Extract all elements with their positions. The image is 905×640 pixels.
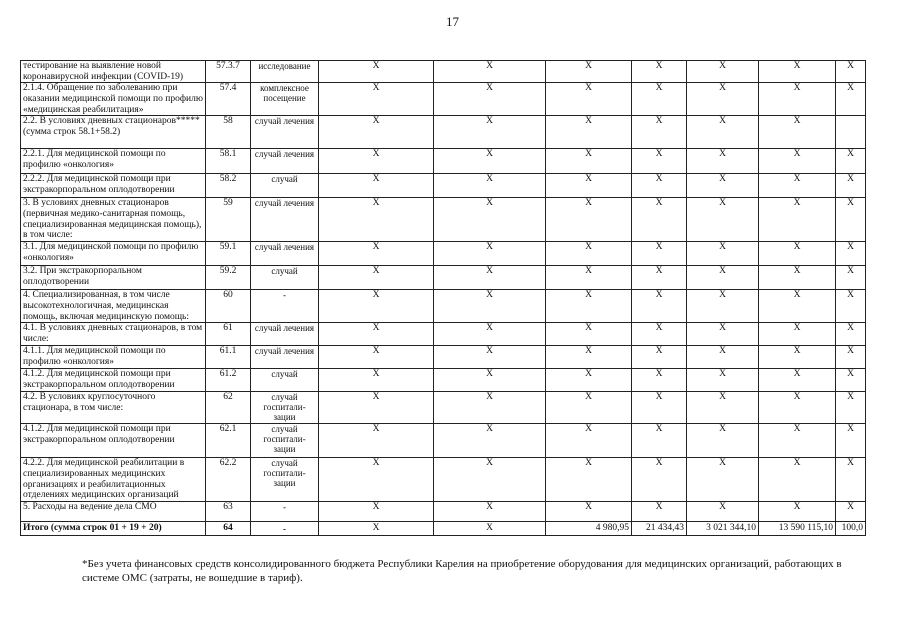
total-value: 3 021 344,10 [687,522,759,536]
row-value: X [632,369,687,392]
row-value: X [687,83,759,116]
row-unit: случай лечения [251,242,319,266]
row-name: 4.1.2. Для медицинской помощи при экстракорпоральном оплодотворении [21,424,206,458]
row-value: X [434,392,546,424]
row-value: X [319,424,434,458]
row-value: X [546,458,632,502]
total-name: Итого (сумма строк 01 + 19 + 20) [21,522,206,536]
row-value: X [319,502,434,522]
row-value: X [759,149,836,174]
row-value: X [687,61,759,83]
row-value: X [632,458,687,502]
row-value: X [319,346,434,369]
row-value: X [434,369,546,392]
total-last-value: 100,0 [836,522,866,536]
row-last-value: X [836,458,866,502]
row-code: 63 [206,502,251,522]
row-value: X [546,369,632,392]
total-value: X [434,522,546,536]
table-row [21,458,866,502]
row-value: X [319,392,434,424]
row-value: X [319,323,434,346]
row-code: 59.1 [206,242,251,266]
row-value: X [319,242,434,266]
table-row [21,242,866,266]
row-value: X [546,242,632,266]
table-row [21,424,866,458]
total-value: X [319,522,434,536]
row-value: X [319,290,434,323]
row-value: X [687,424,759,458]
row-value: X [687,290,759,323]
row-value: X [319,116,434,149]
row-last-value: X [836,392,866,424]
row-value: X [319,458,434,502]
row-code: 58.1 [206,149,251,174]
row-value: X [687,116,759,149]
row-unit: случай [251,266,319,290]
row-last-value: X [836,266,866,290]
row-value: X [434,83,546,116]
row-value: X [632,323,687,346]
row-value: X [759,458,836,502]
row-name: тестирование на выявление новой коронавирусной инфекции (COVID-19) [21,61,206,83]
row-value: X [632,424,687,458]
row-unit: случай лечения [251,198,319,242]
row-value: X [434,458,546,502]
row-value: X [434,266,546,290]
row-code: 58.2 [206,174,251,198]
row-value: X [434,323,546,346]
row-code: 59 [206,198,251,242]
total-code: 64 [206,522,251,536]
page-number: 17 [446,14,459,29]
table-row [21,266,866,290]
row-unit: комплексное посещение [251,83,319,116]
row-value: X [546,266,632,290]
row-value: X [546,502,632,522]
table-row [21,61,866,83]
row-unit: исследование [251,61,319,83]
row-value: X [759,83,836,116]
row-value: X [759,369,836,392]
row-name: 5. Расходы на ведение дела СМО [21,502,206,522]
row-value: X [759,174,836,198]
row-last-value: X [836,502,866,522]
row-value: X [632,116,687,149]
row-unit: - [251,502,319,522]
row-value: X [546,174,632,198]
total-value: 4 980,95 [546,522,632,536]
row-unit: случай лечения [251,323,319,346]
row-unit: - [251,290,319,323]
total-value: 21 434,43 [632,522,687,536]
row-name: 4.2.2. Для медицинской реабилитации в специализированных медицинских организациях и реабилитационных отделениях медицинских организаций [21,458,206,502]
row-value: X [319,149,434,174]
row-value: X [759,323,836,346]
row-value: X [687,502,759,522]
row-code: 57.4 [206,83,251,116]
row-last-value: X [836,198,866,242]
row-value: X [319,61,434,83]
row-code: 62.2 [206,458,251,502]
row-value: X [759,392,836,424]
row-code: 59.2 [206,266,251,290]
row-name: 2.2.2. Для медицинской помощи при экстракорпоральном оплодотворении [21,174,206,198]
row-value: X [434,242,546,266]
row-value: X [632,242,687,266]
row-value: X [687,266,759,290]
row-unit: случай [251,369,319,392]
row-name: 4. Специализированная, в том числе высокотехнологичная, медицинская помощь, включая медицинскую помощь: [21,290,206,323]
row-value: X [546,149,632,174]
row-value: X [434,198,546,242]
table-row [21,502,866,522]
row-unit: случай лечения [251,116,319,149]
row-value: X [759,198,836,242]
row-value: X [546,290,632,323]
row-value: X [632,266,687,290]
table-row [21,149,866,174]
row-value: X [759,242,836,266]
row-value: X [687,346,759,369]
row-value: X [687,174,759,198]
row-unit: случай госпитали-зации [251,392,319,424]
total-value: 13 590 115,10 [759,522,836,536]
row-value: X [687,458,759,502]
table-row [21,198,866,242]
table-row [21,346,866,369]
row-unit: случай [251,174,319,198]
row-unit: случай госпитали-зации [251,458,319,502]
row-value: X [319,83,434,116]
row-value: X [546,83,632,116]
table-row [21,369,866,392]
row-last-value: X [836,369,866,392]
row-value: X [687,149,759,174]
row-value: X [632,198,687,242]
row-value: X [434,346,546,369]
row-value: X [687,369,759,392]
row-code: 61.2 [206,369,251,392]
row-value: X [759,346,836,369]
row-value: X [546,116,632,149]
row-unit: случай госпитали-зации [251,424,319,458]
row-value: X [759,61,836,83]
row-value: X [687,392,759,424]
row-name: 2.2. В условиях дневных стационаров***** (сумма строк 58.1+58.2) [21,116,206,149]
row-name: 3.2. При экстракорпоральном оплодотворении [21,266,206,290]
row-value: X [319,174,434,198]
row-name: 4.2. В условиях круглосуточного стационара, в том числе: [21,392,206,424]
row-value: X [687,242,759,266]
row-code: 58 [206,116,251,149]
row-value: X [434,116,546,149]
row-value: X [546,346,632,369]
row-name: 4.1. В условиях дневных стационаров, в том числе: [21,323,206,346]
row-value: X [632,290,687,323]
row-value: X [319,266,434,290]
row-name: 4.1.2. Для медицинской помощи при экстракорпоральном оплодотворении [21,369,206,392]
total-unit: - [251,522,319,536]
row-code: 57.3.7 [206,61,251,83]
row-last-value: X [836,424,866,458]
row-code: 62.1 [206,424,251,458]
row-value: X [759,424,836,458]
row-value: X [632,61,687,83]
row-value: X [759,116,836,149]
row-value: X [687,198,759,242]
row-name: 4.1.1. Для медицинской помощи по профилю «онкология» [21,346,206,369]
row-name: 2.2.1. Для медицинской помощи по профилю «онкология» [21,149,206,174]
row-code: 62 [206,392,251,424]
row-value: X [434,61,546,83]
row-value: X [632,346,687,369]
row-last-value: X [836,174,866,198]
row-value: X [434,290,546,323]
row-last-value: X [836,323,866,346]
row-value: X [632,83,687,116]
row-value: X [759,502,836,522]
row-value: X [546,198,632,242]
row-code: 61.1 [206,346,251,369]
table-row [21,392,866,424]
row-last-value: X [836,149,866,174]
table-row [21,116,866,149]
row-value: X [632,149,687,174]
row-value: X [632,502,687,522]
row-last-value: X [836,61,866,83]
row-unit: случай лечения [251,149,319,174]
row-value: X [687,323,759,346]
row-name: 3. В условиях дневных стационаров (первичная медико-санитарная помощь, специализированная медицинская помощь), в том числе: [21,198,206,242]
row-last-value: X [836,346,866,369]
row-last-value: X [836,242,866,266]
footnote: *Без учета финансовых средств консолидированного бюджета Республики Карелия на приобретение оборудования для медицинских организаций, работающих в системе ОМС (затраты, не вошедшие в тариф). [82,558,842,584]
row-value: X [434,174,546,198]
table-row [21,323,866,346]
table-row [21,290,866,323]
row-last-value [836,116,866,149]
program-table [20,60,866,536]
row-value: X [546,424,632,458]
row-value: X [434,149,546,174]
row-value: X [546,323,632,346]
row-value: X [632,392,687,424]
row-value: X [319,198,434,242]
row-name: 3.1. Для медицинской помощи по профилю «онкология» [21,242,206,266]
row-code: 60 [206,290,251,323]
row-value: X [319,369,434,392]
row-value: X [434,502,546,522]
row-code: 61 [206,323,251,346]
row-last-value: X [836,83,866,116]
row-value: X [632,174,687,198]
row-value: X [759,266,836,290]
table-row [21,83,866,116]
row-value: X [546,392,632,424]
row-value: X [546,61,632,83]
row-unit: случай лечения [251,346,319,369]
total-row [21,522,866,536]
row-value: X [434,424,546,458]
row-last-value: X [836,290,866,323]
row-name: 2.1.4. Обращение по заболеванию при оказании медицинской помощи по профилю «медицинская реабилитация» [21,83,206,116]
row-value: X [759,290,836,323]
table-row [21,174,866,198]
